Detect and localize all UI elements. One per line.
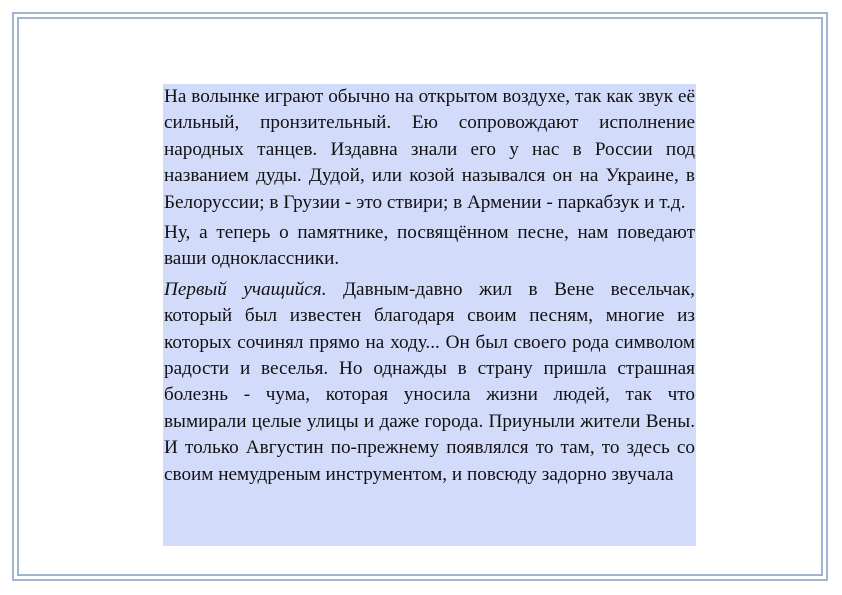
paragraph-1-text: На волынке играют обычно на открытом воздухе, так как звук её сильный, пронзительный. Ею сопровождают исполнение народных танцев. Издавна знали его у нас в России под названием дуды. Дудой, или козой назывался он на Украине, в Белоруссии; в Грузии - это ствири; в Армении - паркабзук и т.д.	[164, 86, 695, 213]
paragraph-bagpipe	[164, 84, 695, 216]
paragraph-2-text: Ну, а теперь о памятнике, посвящённом песне, нам поведают ваши одноклассники.	[164, 222, 695, 270]
paragraph-first-student	[164, 277, 695, 488]
paragraph-monument-intro	[164, 220, 695, 273]
text-box[interactable]	[163, 84, 696, 546]
paragraph-3-text: Давным-давно жил в Вене весельчак, который был известен благодаря своим песням, многие из которых сочинял прямо на ходу... Он был своего рода символом радости и веселья. Но однажды в страну пришла страшная болезнь - чума, которая уносила жизни людей, так что вымирали целые улицы и даже города. Приуныли жители Вены. И только Августин по-прежнему появлялся то там, то здесь со своим немудреным инструментом, и повсюду задорно звучала	[164, 278, 695, 485]
speaker-label: Первый учащийся.	[164, 278, 327, 300]
